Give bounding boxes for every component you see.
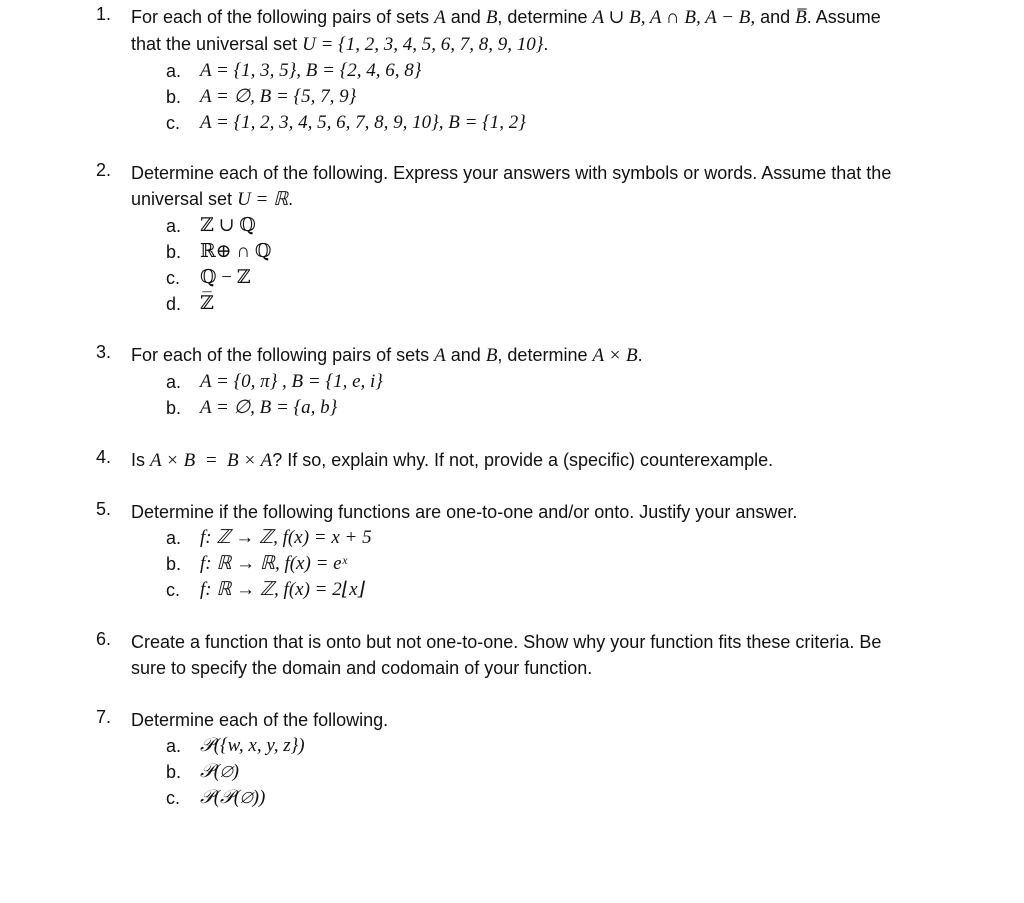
problem-6 <box>96 629 976 681</box>
subpart: b. ℝ⊕ ∩ ℚ <box>166 241 272 262</box>
problem-5 <box>96 499 976 603</box>
problem-number: 5. <box>96 499 112 519</box>
subpart: a. 𝒫({w, x, y, z}) <box>166 735 305 756</box>
problem-7 <box>96 707 976 811</box>
subpart: c. ℚ − ℤ <box>166 267 251 288</box>
problem-line: For each of the following pairs of sets A and B, determine A × B. <box>131 345 643 366</box>
subpart: c. f: ℝ → ℤ, f(x) = 2⌊x⌋ <box>166 579 365 600</box>
subpart: c. A = {1, 2, 3, 4, 5, 6, 7, 8, 9, 10}, B = {1, 2} <box>166 112 526 133</box>
problem-line: For each of the following pairs of sets A and B, determine A ∪ B, A ∩ B, A − B, and B̅. Assume <box>131 7 881 28</box>
problem-4 <box>96 447 976 474</box>
problem-text <box>131 4 976 58</box>
subpart: c. 𝒫(𝒫(∅)) <box>166 787 266 808</box>
problem-number: 4. <box>96 447 112 467</box>
problem-text <box>131 160 976 213</box>
subpart: b. A = ∅, B = {a, b} <box>166 397 338 418</box>
problem-text <box>131 707 976 733</box>
problem-line: Determine each of the following. <box>131 710 389 730</box>
subpart: b. f: ℝ → ℝ, f(x) = eˣ <box>166 553 347 574</box>
problem-text <box>131 447 976 474</box>
subpart: a. f: ℤ → ℤ, f(x) = x + 5 <box>166 527 372 548</box>
subpart: a. A = {1, 3, 5}, B = {2, 4, 6, 8} <box>166 60 422 81</box>
subpart: b. 𝒫(∅) <box>166 761 239 782</box>
problem-line: sure to specify the domain and codomain of your function. <box>131 658 593 678</box>
problem-line: Create a function that is onto but not one-to-one. Show why your function fits these criteria. Be <box>131 632 882 652</box>
problem-text <box>131 342 976 369</box>
problem-2 <box>96 160 976 317</box>
subpart: a. ℤ ∪ ℚ <box>166 215 256 236</box>
problem-line: Is A × B = B × A? If so, explain why. If not, provide a (specific) counterexample. <box>131 450 774 471</box>
problem-number: 1. <box>96 4 112 24</box>
problem-text <box>131 499 976 525</box>
problem-number: 3. <box>96 342 112 362</box>
problem-line: Determine each of the following. Express your answers with symbols or words. Assume that the <box>131 163 892 183</box>
subpart: b. A = ∅, B = {5, 7, 9} <box>166 86 357 107</box>
problem-3 <box>96 342 976 421</box>
subpart: a. A = {0, π} , B = {1, e, i} <box>166 371 383 392</box>
problem-line: universal set U = ℝ. <box>131 189 294 210</box>
problem-line: Determine if the following functions are one-to-one and/or onto. Justify your answer. <box>131 502 798 522</box>
subpart: d. ℤ̅ <box>166 293 214 314</box>
problem-1 <box>96 4 976 136</box>
problem-number: 7. <box>96 707 112 727</box>
problem-number: 6. <box>96 629 112 649</box>
problem-line: that the universal set U = {1, 2, 3, 4, 5, 6, 7, 8, 9, 10}. <box>131 34 549 55</box>
problem-number: 2. <box>96 160 112 180</box>
problem-text <box>131 629 976 681</box>
